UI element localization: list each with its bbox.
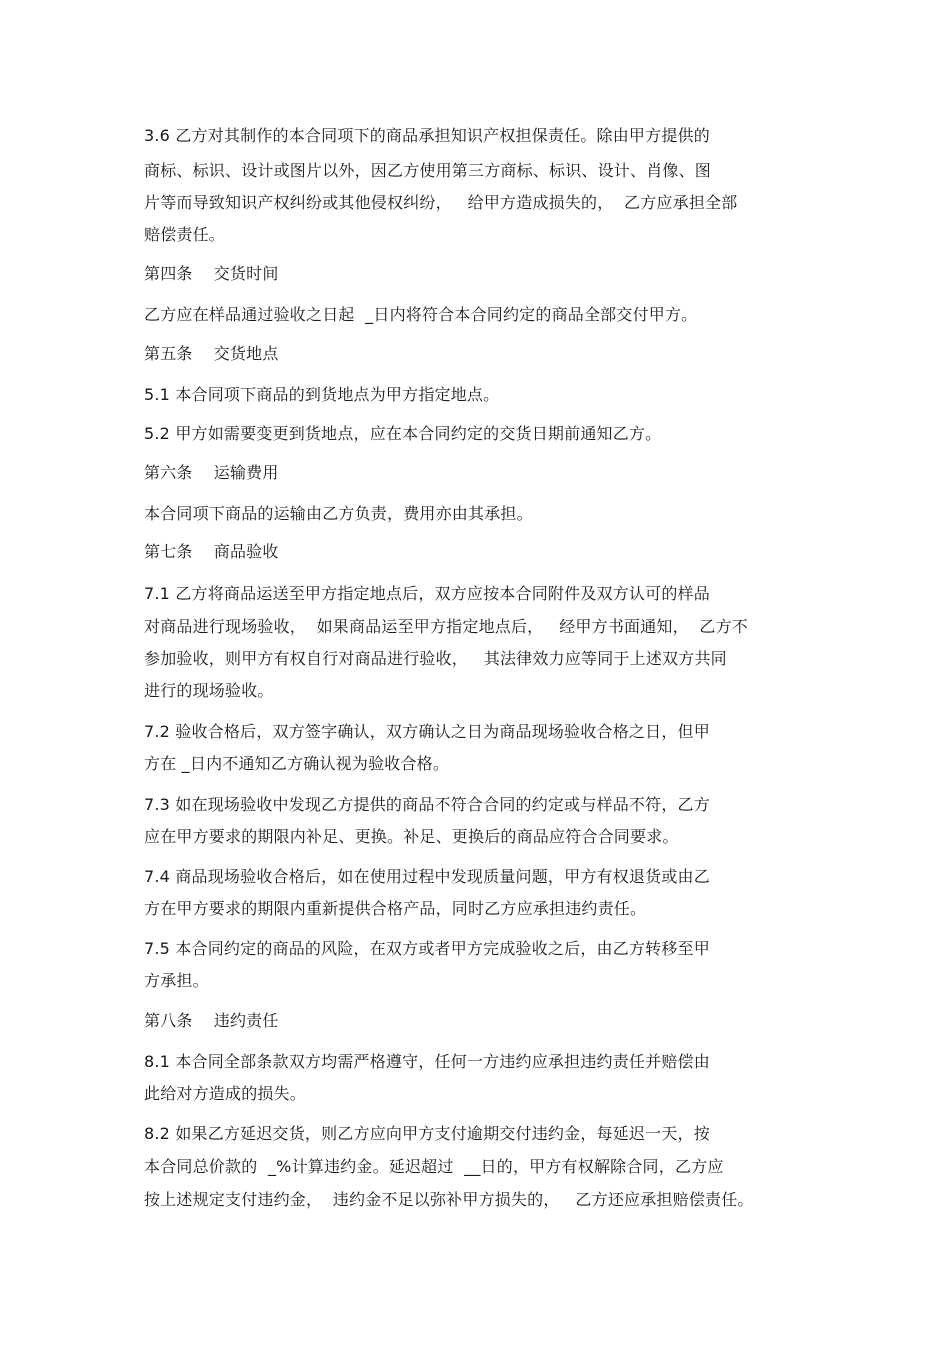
clause-7-2-line-2: 方在 _日内不通知乙方确认视为验收合格。 bbox=[144, 754, 450, 773]
clause-7-3-line-2: 应在甲方要求的期限内补足、更换。补足、更换后的商品应符合合同要求。 bbox=[144, 827, 679, 846]
clause-5-1: 5.1 本合同项下商品的到货地点为甲方指定地点。 bbox=[144, 385, 500, 404]
clause-8-2-line-3: 按上述规定支付违约金， 违约金不足以弥补甲方损失的， 乙方还应承担赔偿责任。 bbox=[144, 1190, 754, 1209]
clause-7-2-line-1: 7.2 验收合格后，双方签字确认，双方确认之日为商品现场验收合格之日，但甲 bbox=[144, 722, 710, 741]
clause-8-1-line-2: 此给对方造成的损失。 bbox=[144, 1084, 307, 1103]
article-6-body: 本合同项下商品的运输由乙方负责，费用亦由其承担。 bbox=[144, 504, 533, 523]
clause-8-2-line-2: 本合同总价款的 _%计算违约金。延迟超过 __日的，甲方有权解除合同，乙方应 bbox=[144, 1157, 724, 1176]
clause-5-2: 5.2 甲方如需要变更到货地点，应在本合同约定的交货日期前通知乙方。 bbox=[144, 424, 662, 443]
clause-3-6-line-3: 片等而导致知识产权纠纷或其他侵权纠纷， 给甲方造成损失的， 乙方应承担全部 bbox=[144, 193, 738, 212]
clause-7-1-line-4: 进行的现场验收。 bbox=[144, 681, 274, 700]
clause-7-4-line-2: 方在甲方要求的期限内重新提供合格产品，同时乙方应承担违约责任。 bbox=[144, 899, 647, 918]
clause-8-1-line-1: 8.1 本合同全部条款双方均需严格遵守，任何一方违约应承担违约责任并赔偿由 bbox=[144, 1052, 710, 1071]
clause-7-5-line-2: 方承担。 bbox=[144, 971, 209, 990]
article-7-heading: 第七条 商品验收 bbox=[144, 542, 279, 561]
article-5-heading: 第五条 交货地点 bbox=[144, 344, 279, 363]
clause-8-2-line-1: 8.2 如果乙方延迟交货，则乙方应向甲方支付逾期交付违约金，每延迟一天，按 bbox=[144, 1124, 710, 1143]
article-4-heading: 第四条 交货时间 bbox=[144, 264, 279, 283]
article-6-heading: 第六条 运输费用 bbox=[144, 463, 279, 482]
article-8-heading: 第八条 违约责任 bbox=[144, 1011, 279, 1030]
clause-7-1-line-3: 参加验收，则甲方有权自行对商品进行验收， 其法律效力应等同于上述双方共同 bbox=[144, 649, 727, 668]
clause-7-3-line-1: 7.3 如在现场验收中发现乙方提供的商品不符合合同的约定或与样品不符，乙方 bbox=[144, 795, 710, 814]
clause-3-6-line-1: 3.6 乙方对其制作的本合同项下的商品承担知识产权担保责任。除由甲方提供的 bbox=[144, 126, 710, 145]
clause-7-1-line-1: 7.1 乙方将商品运送至甲方指定地点后，双方应按本合同附件及双方认可的样品 bbox=[144, 584, 710, 603]
clause-7-5-line-1: 7.5 本合同约定的商品的风险，在双方或者甲方完成验收之后，由乙方转移至甲 bbox=[144, 939, 710, 958]
clause-7-1-line-2: 对商品进行现场验收， 如果商品运至甲方指定地点后， 经甲方书面通知， 乙方不 bbox=[144, 617, 749, 636]
article-4-body: 乙方应在样品通过验收之日起 _日内将符合本合同约定的商品全部交付甲方。 bbox=[144, 305, 698, 324]
clause-3-6-line-2: 商标、标识、设计或图片以外，因乙方使用第三方商标、标识、设计、肖像、图 bbox=[144, 161, 712, 180]
clause-7-4-line-1: 7.4 商品现场验收合格后，如在使用过程中发现质量问题，甲方有权退货或由乙 bbox=[144, 867, 710, 886]
clause-3-6-line-4: 赔偿责任。 bbox=[144, 225, 226, 244]
